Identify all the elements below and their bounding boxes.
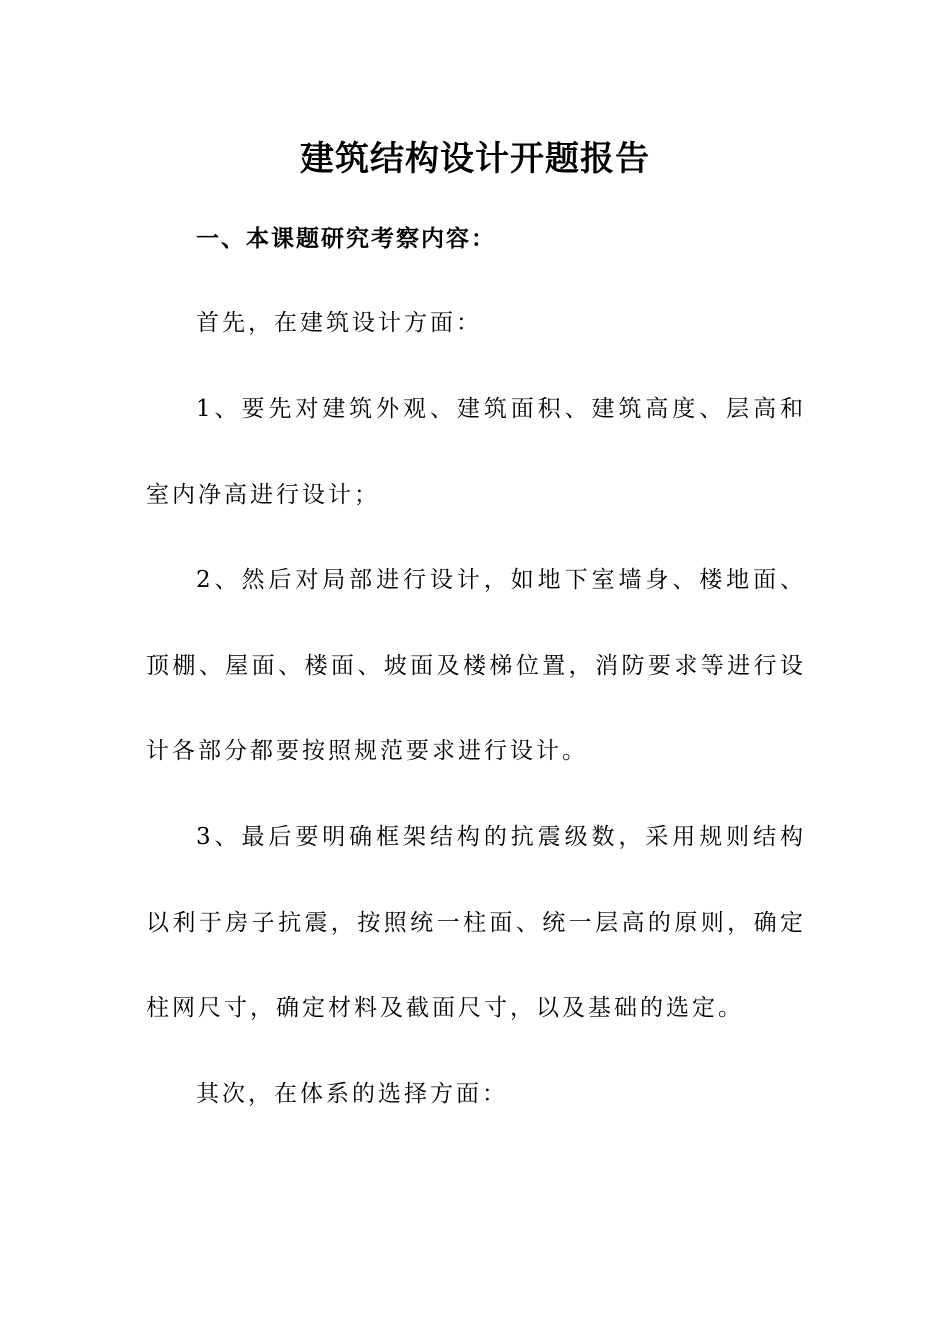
paragraph-item-2: 2、然后对局部进行设计，如地下室墙身、楼地面、顶棚、屋面、楼面、坡面及楼梯位置，消防要求等进行设计各部分都要按照规范要求进行设计。 bbox=[146, 567, 806, 764]
paragraph-system-selection-intro: 其次，在体系的选择方面： bbox=[196, 1081, 508, 1107]
section-heading: 一、本课题研究考察内容： bbox=[196, 226, 496, 252]
paragraph-architectural-design-intro: 首先，在建筑设计方面： bbox=[196, 310, 482, 336]
document-title: 建筑结构设计开题报告 bbox=[300, 139, 650, 179]
paragraph-item-1: 1、要先对建筑外观、建筑面积、建筑高度、层高和室内净高进行设计； bbox=[146, 396, 806, 508]
paragraph-item-3: 3、最后要明确框架结构的抗震级数，采用规则结构以利于房子抗震，按照统一柱面、统一层高的原则，确定柱网尺寸，确定材料及截面尺寸，以及基础的选定。 bbox=[146, 824, 806, 1021]
